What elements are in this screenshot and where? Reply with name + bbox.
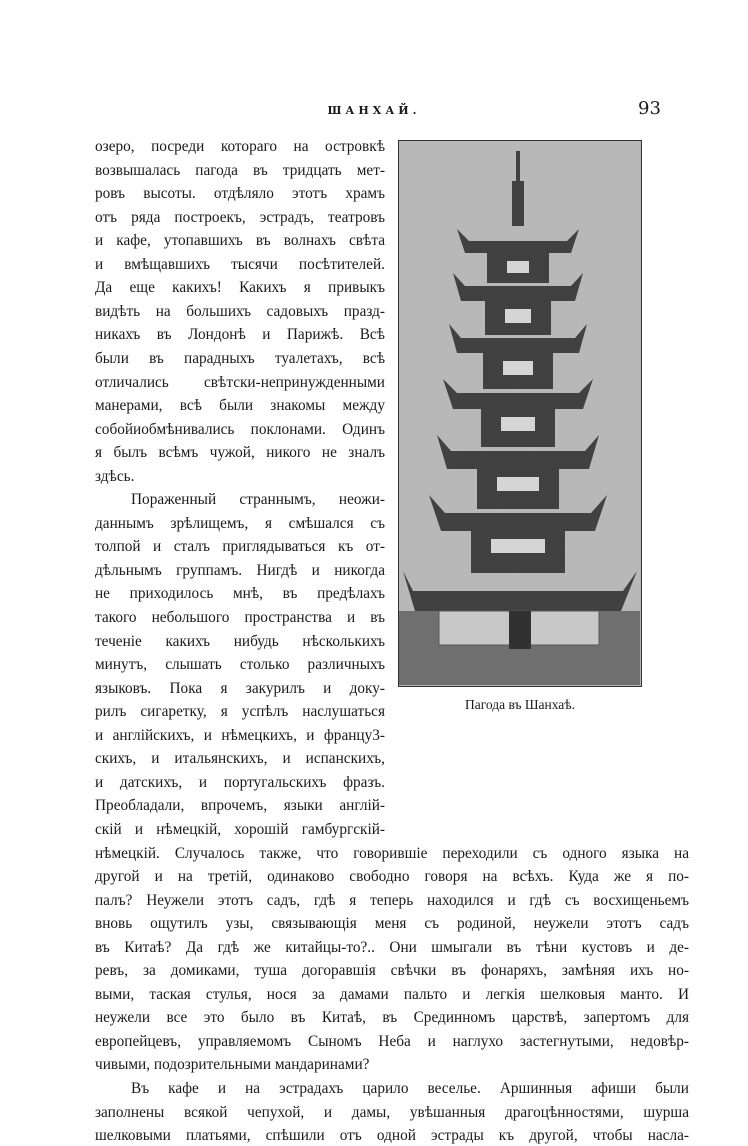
text-line: видѣть на большихъ садовыхъ празд- bbox=[95, 302, 385, 320]
text-line: возвышалась пагода въ тридцать мет- bbox=[95, 161, 385, 179]
text-line: здѣсь. bbox=[95, 467, 135, 485]
text-line: шелковыми платьями, спѣшили отъ одной эстрады къ другой, чтобы насла- bbox=[95, 1127, 689, 1145]
text-line: европейцевъ, управляемомъ Сыномъ Неба и наглухо застегнутыми, недовѣр- bbox=[95, 1032, 689, 1050]
text-line: выми, таская стулья, нося за дамами пальто и легкія шелковыя манто. И bbox=[95, 985, 689, 1003]
text-line: нѣмецкій. Случалось также, что говорившіе переходили съ одного языка на bbox=[95, 844, 689, 862]
text-line: Преобладали, впрочемъ, языки англій- bbox=[95, 797, 385, 815]
text-line: заполнены всякой чепухой, и дамы, увѣшанныя драгоцѣнностями, шурша bbox=[95, 1103, 689, 1121]
text-line: Да еще какихъ! Какихъ я привыкъ bbox=[95, 279, 385, 297]
text-line: Въ кафе и на эстрадахъ царило веселье. Аршинныя афиши были bbox=[131, 1080, 689, 1097]
text-line: никахъ въ Лондонѣ и Парижѣ. Всѣ bbox=[95, 326, 385, 344]
text-line: языковъ. Пока я закурилъ и доку- bbox=[95, 679, 385, 697]
text-line: другой и на третій, одинаково свободно говоря на всѣхъ. Куда же я по- bbox=[95, 868, 689, 886]
text-line: даннымъ зрѣлищемъ, я смѣшался съ bbox=[95, 514, 385, 532]
text-line: ревъ, за домиками, туша догоравшія свѣчки въ фонаряхъ, замѣняя ихъ но- bbox=[95, 962, 689, 980]
text-line: скій и нѣмецкій, хорошій гамбургскій- bbox=[95, 820, 385, 838]
text-line: Пораженный страннымъ, неожи- bbox=[131, 491, 385, 509]
text-line: въ Китаѣ? Да гдѣ же китайцы-то?.. Они шмыгали въ тѣни кустовъ и де- bbox=[95, 938, 689, 956]
text-line: и англійскихъ, и нѣмецкихъ, и францу3- bbox=[95, 726, 385, 744]
figure-caption: Пагода въ Шанхаѣ. bbox=[464, 697, 576, 712]
text-line: рилъ сигаретку, я успѣлъ наслушаться bbox=[95, 703, 385, 721]
text-line: чивыми, подозрительными мандаринами? bbox=[95, 1056, 370, 1074]
text-line: собойиобмѣнивались поклонами. Одинъ bbox=[95, 420, 385, 438]
text-line: палъ? Неужели этотъ садъ, гдѣ я теперь находился и гдѣ съ восхищеньемъ bbox=[95, 891, 689, 909]
text-line: и вмѣщавшихъ тысячи посѣтителей. bbox=[95, 255, 385, 273]
text-line: минутъ, слышать столько различныхъ bbox=[95, 656, 385, 674]
text-line: я былъ всѣмъ чужой, никого не зналъ bbox=[95, 444, 385, 462]
text-line: манерами, всѣ были знакомы между bbox=[95, 397, 385, 415]
text-line: не приходилось мнѣ, въ предѣлахъ bbox=[95, 585, 385, 603]
text-line: озеро, посреди котораго на островкѣ bbox=[95, 138, 385, 155]
pagoda-illustration bbox=[399, 141, 640, 685]
text-line: и датскихъ, и португальскихъ фразъ. bbox=[95, 773, 385, 791]
page-number: 93 bbox=[638, 98, 661, 119]
text-line: были въ парадныхъ туалетахъ, всѣ bbox=[95, 349, 385, 367]
text-line: вновь ощутилъ узы, связывающія меня съ родиной, неужели этотъ садъ bbox=[95, 915, 689, 933]
text-line: отличались свѣтски-непринужденными bbox=[95, 373, 385, 391]
text-line: и кафе, утопавшихъ въ волнахъ свѣта bbox=[95, 232, 385, 250]
running-title: ШАНХАЙ. bbox=[327, 104, 421, 117]
pagoda-photograph bbox=[398, 140, 642, 687]
text-line: толпой и сталъ приглядываться къ от- bbox=[95, 538, 385, 556]
text-line: отъ ряда построекъ, эстрадъ, театровъ bbox=[95, 208, 385, 226]
text-line: теченіе какихъ нибудь нѣсколькихъ bbox=[95, 632, 385, 650]
text-line: неужели все это было въ Китаѣ, въ Срединномъ царствѣ, запертомъ для bbox=[95, 1009, 689, 1027]
text-line: ровъ высоты. отдѣляло этотъ храмъ bbox=[95, 185, 385, 203]
text-line: скихъ, и итальянскихъ, и испанскихъ, bbox=[95, 750, 385, 768]
text-line: такого небольшого пространства и въ bbox=[95, 609, 385, 626]
text-line: дѣльнымъ группамъ. Нигдѣ и никогда bbox=[95, 561, 385, 579]
